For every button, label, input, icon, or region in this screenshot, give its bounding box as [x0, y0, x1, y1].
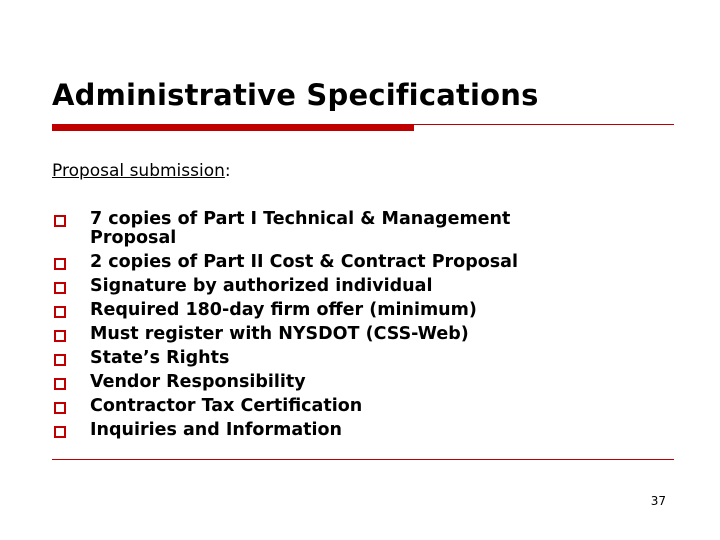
list-item-text: 7 copies of Part I Technical & Management Proposal — [90, 209, 511, 248]
list-item-text: Signature by authorized individual — [90, 276, 433, 296]
bullet-list — [52, 210, 672, 445]
hollow-square-icon — [54, 282, 66, 294]
section-heading-colon: : — [224, 161, 231, 181]
hollow-square-icon — [54, 330, 66, 342]
list-item-text: Inquiries and Information — [90, 420, 342, 440]
list-item-text: Contractor Tax Certification — [90, 396, 363, 416]
list-item — [52, 349, 672, 368]
list-item-text: State’s Rights — [90, 348, 230, 368]
list-item-text: Must register with NYSDOT (CSS-Web) — [90, 324, 469, 344]
hollow-square-icon — [54, 426, 66, 438]
list-item — [52, 253, 672, 272]
list-item — [52, 397, 672, 416]
list-item — [52, 421, 672, 440]
hollow-square-icon — [54, 378, 66, 390]
list-item-text: 2 copies of Part II Cost & Contract Proposal — [90, 252, 518, 272]
page-number: 37 — [650, 494, 666, 508]
hollow-square-icon — [54, 402, 66, 414]
list-item — [52, 325, 672, 344]
section-heading-label: Proposal submission — [52, 161, 225, 181]
title-underline-rule — [414, 124, 674, 125]
hollow-square-icon — [54, 258, 66, 270]
footer-rule — [52, 459, 674, 460]
hollow-square-icon — [54, 354, 66, 366]
list-item-text: Required 180-day firm offer (minimum) — [90, 300, 477, 320]
list-item — [52, 277, 672, 296]
title-underline-bar — [52, 124, 414, 131]
list-item-text: Vendor Responsibility — [90, 372, 306, 392]
slide-title: Administrative Specifications — [52, 78, 539, 112]
list-item — [52, 210, 672, 248]
section-heading — [52, 161, 231, 181]
list-item — [52, 373, 672, 392]
hollow-square-icon — [54, 306, 66, 318]
hollow-square-icon — [54, 215, 66, 227]
list-item — [52, 301, 672, 320]
